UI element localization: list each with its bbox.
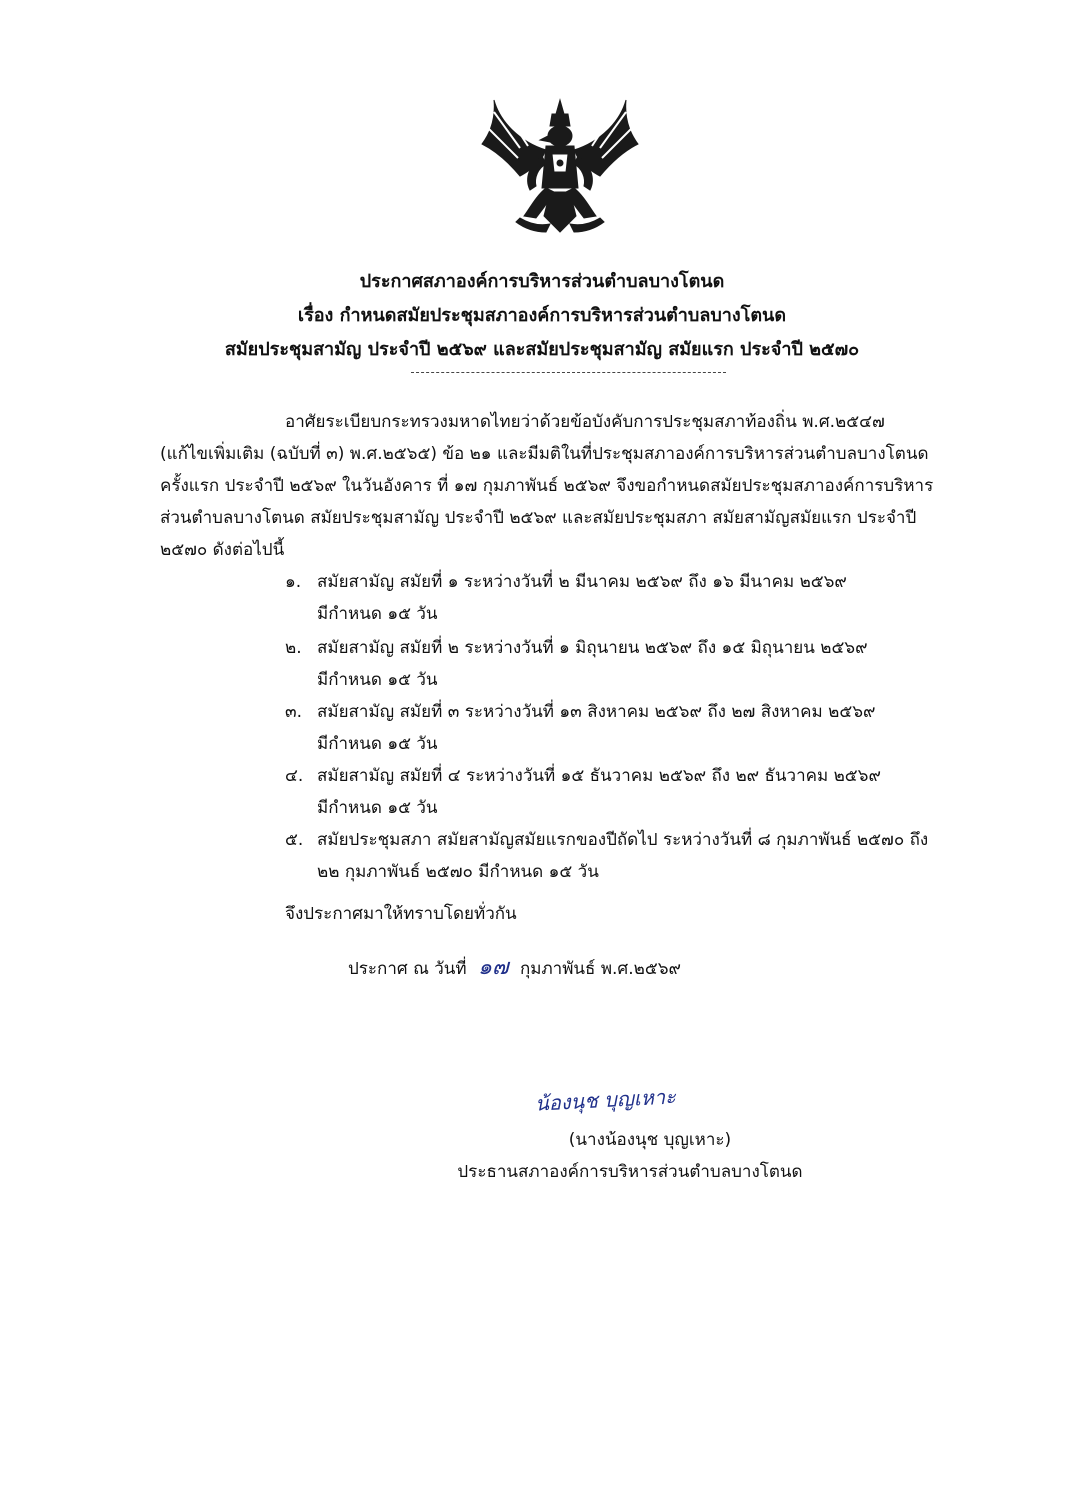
signer-name: (นางน้องนุช บุญเหาะ) (568, 1130, 732, 1150)
session-item-number: ๕. (285, 830, 304, 850)
session-item-number: ๓. (285, 702, 303, 722)
session-item-text: สมัยสามัญ สมัยที่ ๔ ระหว่างวันที่ ๑๕ ธันวาคม ๒๕๖๙ ถึง ๒๙ ธันวาคม ๒๕๖๙ (317, 766, 881, 786)
body-paragraph-line: ๒๕๗๐ ดังต่อไปนี้ (160, 540, 285, 560)
body-paragraph-line: อาศัยระเบียบกระทรวงมหาดไทยว่าด้วยข้อบังคับการประชุมสภาท้องถิ่น พ.ศ.๒๕๔๗ (285, 412, 885, 432)
session-item-number: ๔. (285, 766, 304, 786)
session-item-text: สมัยสามัญ สมัยที่ ๑ ระหว่างวันที่ ๒ มีนาคม ๒๕๖๙ ถึง ๑๖ มีนาคม ๒๕๖๙ (317, 572, 847, 592)
session-item-text: สมัยสามัญ สมัยที่ ๒ ระหว่างวันที่ ๑ มิถุนายน ๒๕๖๙ ถึง ๑๕ มิถุนายน ๒๕๖๙ (317, 638, 868, 658)
session-item-duration: ๒๒ กุมภาพันธ์ ๒๕๗๐ มีกำหนด ๑๕ วัน (317, 862, 599, 882)
closing-statement: จึงประกาศมาให้ทราบโดยทั่วกัน (285, 904, 517, 924)
date-suffix: กุมภาพันธ์ พ.ศ.๒๕๖๙ (519, 959, 681, 979)
body-paragraph-line: (แก้ไขเพิ่มเติม (ฉบับที่ ๓) พ.ศ.๒๕๖๕) ข้อ ๒๑ และมีมติในที่ประชุมสภาองค์การบริหารส่วนตำบลบางโตนด (160, 444, 929, 464)
session-item-number: ๒. (285, 638, 302, 658)
session-item-duration: มีกำหนด ๑๕ วัน (317, 734, 438, 754)
announcement-title: ประกาศสภาองค์การบริหารส่วนตำบลบางโตนด (359, 271, 725, 292)
session-item-text: สมัยสามัญ สมัยที่ ๓ ระหว่างวันที่ ๑๓ สิงหาคม ๒๕๖๙ ถึง ๒๗ สิงหาคม ๒๕๖๙ (317, 702, 876, 722)
body-paragraph-line: ครั้งแรก ประจำปี ๒๕๖๙ ในวันอังคาร ที่ ๑๗ กุมภาพันธ์ ๒๕๖๙ จึงขอกำหนดสมัยประชุมสภาองค์การบริหาร (160, 476, 934, 496)
session-item-number: ๑. (285, 572, 302, 592)
date-prefix: ประกาศ ณ วันที่ (348, 959, 467, 979)
session-item-duration: มีกำหนด ๑๕ วัน (317, 670, 438, 690)
garuda-emblem-icon (480, 92, 640, 242)
session-item-duration: มีกำหนด ๑๕ วัน (317, 798, 438, 818)
announcement-subject-detail: สมัยประชุมสามัญ ประจำปี ๒๕๖๙ และสมัยประชุมสามัญ สมัยแรก ประจำปี ๒๕๗๐ (224, 339, 860, 360)
session-item-duration: มีกำหนด ๑๕ วัน (317, 604, 438, 624)
announcement-subject: เรื่อง กำหนดสมัยประชุมสภาองค์การบริหารส่วนตำบลบางโตนด (297, 305, 787, 326)
handwritten-day: ๑๗ (478, 955, 509, 980)
signer-position: ประธานสภาองค์การบริหารส่วนตำบลบางโตนด (457, 1162, 803, 1182)
session-item-text: สมัยประชุมสภา สมัยสามัญสมัยแรกของปีถัดไป ระหว่างวันที่ ๘ กุมภาพันธ์ ๒๕๗๐ ถึง (317, 830, 929, 850)
body-paragraph-line: ส่วนตำบลบางโตนด สมัยประชุมสามัญ ประจำปี ๒๕๖๙ และสมัยประชุมสภา สมัยสามัญสมัยแรก ประจำปี (160, 508, 917, 528)
announcement-date (348, 956, 681, 981)
header-divider (411, 372, 726, 373)
handwritten-signature: น้องนุช บุญเหาะ (534, 1084, 677, 1116)
